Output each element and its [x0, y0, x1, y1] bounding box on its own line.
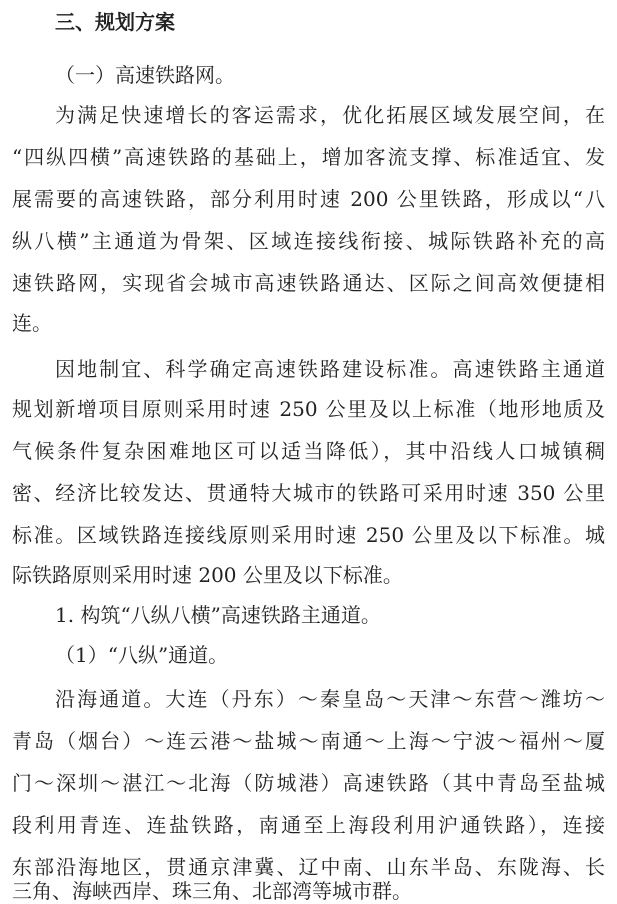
sub-list-item-heading: （1）“八纵”通道。 [55, 643, 229, 667]
paragraph-line: “四纵四横”高速铁路的基础上，增加客流支撑、标准适宜、发 [12, 145, 605, 169]
paragraph-line: 段利用青连、连盐铁路，南通至上海段利用沪通铁路），连接 [12, 813, 605, 837]
paragraph-line: 际铁路原则采用时速 200 公里及以下标准。 [12, 563, 403, 587]
paragraph-line: 门～深圳～湛江～北海（防城港）高速铁路（其中青岛至盐城 [12, 771, 605, 795]
section-title: 三、规划方案 [55, 10, 175, 34]
paragraph-line: 为满足快速增长的客运需求，优化拓展区域发展空间，在 [55, 103, 605, 127]
paragraph-line: 连。 [12, 311, 52, 335]
paragraph-line: 气候条件复杂困难地区可以适当降低），其中沿线人口城镇稠 [12, 439, 605, 463]
paragraph-line: 规划新增项目原则采用时速 250 公里及以上标准（地形地质及 [12, 397, 605, 421]
paragraph-line: 速铁路网，实现省会城市高速铁路通达、区际之间高效便捷相 [12, 271, 605, 295]
paragraph-line: 标准。区域铁路连接线原则采用时速 250 公里及以下标准。城 [12, 523, 605, 547]
paragraph-line: 三角、海峡西岸、珠三角、北部湾等城市群。 [12, 879, 412, 903]
paragraph-line: 密、经济比较发达、贯通特大城市的铁路可采用时速 350 公里 [12, 481, 605, 505]
paragraph-line: 纵八横”主通道为骨架、区域连接线衔接、城际铁路补充的高 [12, 229, 605, 253]
list-item-heading: 1. 构筑“八纵八横”高速铁路主通道。 [55, 603, 381, 627]
paragraph-line: 沿海通道。大连（丹东）～秦皇岛～天津～东营～潍坊～ [55, 687, 605, 711]
paragraph-line: 展需要的高速铁路，部分利用时速 200 公里铁路，形成以“八 [12, 187, 605, 211]
paragraph-line: 东部沿海地区，贯通京津冀、辽中南、山东半岛、东陇海、长 [12, 855, 605, 879]
subsection-heading: （一）高速铁路网。 [55, 63, 235, 87]
paragraph-line: 因地制宜、科学确定高速铁路建设标准。高速铁路主通道 [55, 357, 605, 381]
paragraph-line: 青岛（烟台）～连云港～盐城～南通～上海～宁波～福州～厦 [12, 729, 605, 753]
